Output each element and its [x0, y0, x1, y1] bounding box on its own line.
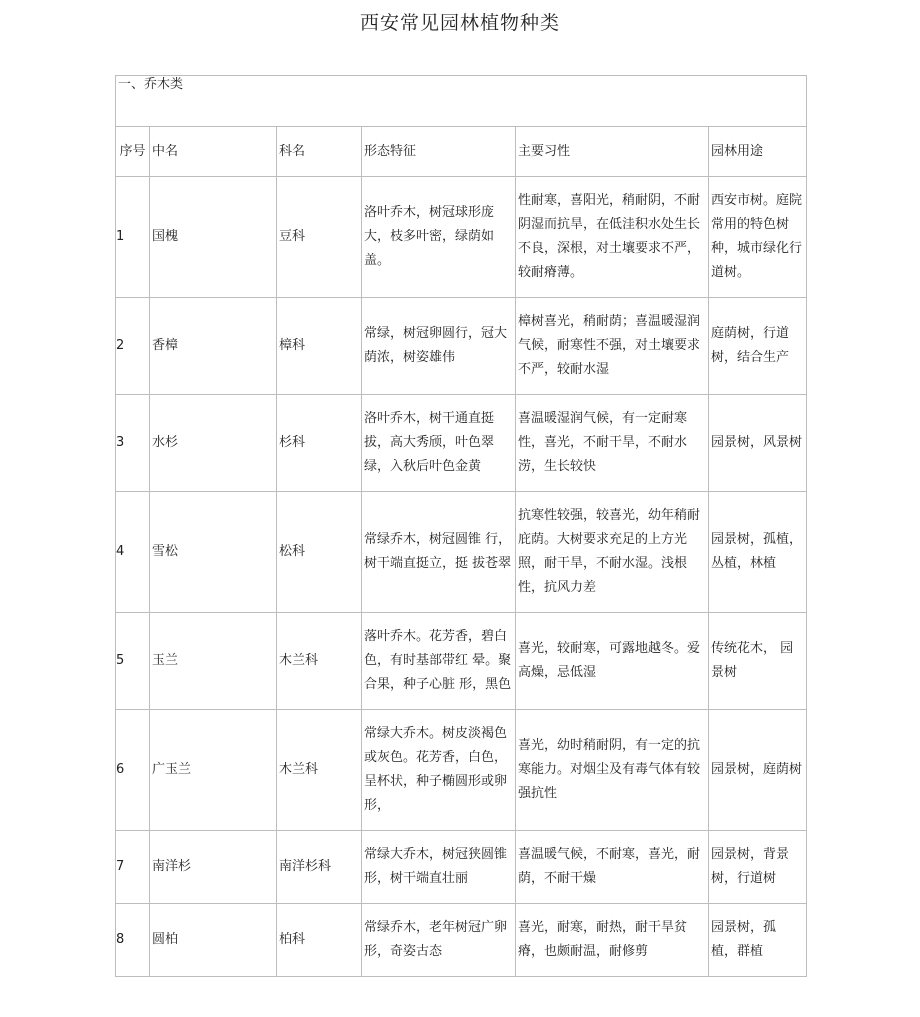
row-habit: 喜温暖湿润气候，有一定耐寒性，喜光，不耐干旱，不耐水涝，生长较快	[516, 395, 709, 492]
row-family: 杉科	[277, 395, 362, 492]
row-family: 木兰科	[277, 613, 362, 710]
row-habit: 樟树喜光，稍耐荫；喜温暖湿润气候，耐寒性不强，对土壤要求不严，较耐水湿	[516, 298, 709, 395]
row-name: 香樟	[150, 298, 277, 395]
row-no: 4	[116, 492, 150, 613]
row-form: 常绿，树冠卵圆行，冠大荫浓，树姿雄伟	[362, 298, 516, 395]
row-use: 园景树，背景树，行道树	[709, 831, 807, 904]
header-no: 序号	[116, 127, 150, 177]
row-family: 豆科	[277, 177, 362, 298]
row-family: 松科	[277, 492, 362, 613]
row-form: 常绿大乔木。树皮淡褐色或灰色。花芳香，白色，呈杯状，种子椭圆形或卵形，	[362, 710, 516, 831]
table-row	[116, 298, 807, 395]
row-use: 园景树，孤 植，群植	[709, 904, 807, 977]
row-form: 落叶乔木。花芳香，碧白色，有时基部带红 晕。聚合果，种子心脏 形，黑色	[362, 613, 516, 710]
row-use: 园景树，庭荫树	[709, 710, 807, 831]
row-no: 5	[116, 613, 150, 710]
row-habit: 性耐寒，喜阳光，稍耐阴，不耐阴湿而抗旱，在低洼积水处生长不良，深根，对土壤要求不严，较耐瘠薄。	[516, 177, 709, 298]
table-row	[116, 177, 807, 298]
row-use: 园景树，风景树	[709, 395, 807, 492]
row-no: 3	[116, 395, 150, 492]
header-family: 科名	[277, 127, 362, 177]
row-habit: 喜光，较耐寒，可露地越冬。爱高燥，忌低湿	[516, 613, 709, 710]
row-habit: 喜光，幼时稍耐阴，有一定的抗寒能力。对烟尘及有毒气体有较强抗性	[516, 710, 709, 831]
table-row	[116, 831, 807, 904]
row-habit: 抗寒性较强，较喜光，幼年稍耐庇荫。大树要求充足的上方光照，耐干旱，不耐水湿。浅根性，抗风力差	[516, 492, 709, 613]
row-no: 6	[116, 710, 150, 831]
plant-table	[115, 75, 807, 977]
row-no: 7	[116, 831, 150, 904]
row-form: 洛叶乔木，树干通直挺拔，高大秀颀，叶色翠绿，入秋后叶色金黄	[362, 395, 516, 492]
section-title: 一、乔木类	[116, 76, 807, 127]
table-row	[116, 492, 807, 613]
header-use: 园林用途	[709, 127, 807, 177]
row-family: 柏科	[277, 904, 362, 977]
row-family: 樟科	[277, 298, 362, 395]
row-name: 圆柏	[150, 904, 277, 977]
row-form: 常绿乔木，树冠圆锥 行，树干端直挺立，挺 拔苍翠	[362, 492, 516, 613]
table-row	[116, 904, 807, 977]
row-no: 2	[116, 298, 150, 395]
row-family: 南洋杉科	[277, 831, 362, 904]
row-no: 8	[116, 904, 150, 977]
row-use: 园景树，孤植，丛植，林植	[709, 492, 807, 613]
row-no: 1	[116, 177, 150, 298]
row-form: 常绿乔木，老年树冠广卵形，奇姿古态	[362, 904, 516, 977]
row-use: 西安市树。庭院常用的特色树种，城市绿化行道树。	[709, 177, 807, 298]
row-name: 水杉	[150, 395, 277, 492]
header-habit: 主要习性	[516, 127, 709, 177]
row-name: 玉兰	[150, 613, 277, 710]
table-row	[116, 613, 807, 710]
row-name: 国槐	[150, 177, 277, 298]
header-form: 形态特征	[362, 127, 516, 177]
header-name: 中名	[150, 127, 277, 177]
table-row	[116, 710, 807, 831]
row-habit: 喜光，耐寒，耐热，耐干旱贫瘠，也颇耐温，耐修剪	[516, 904, 709, 977]
row-name: 雪松	[150, 492, 277, 613]
section-row	[116, 76, 807, 127]
row-use: 传统花木， 园景树	[709, 613, 807, 710]
row-family: 木兰科	[277, 710, 362, 831]
page-title: 西安常见园林植物种类	[359, 12, 560, 34]
row-form: 常绿大乔木，树冠狭圆锥形，树干端直壮丽	[362, 831, 516, 904]
row-habit: 喜温暖气候，不耐寒，喜光，耐荫，不耐干燥	[516, 831, 709, 904]
header-row	[116, 127, 807, 177]
row-use: 庭荫树，行道树，结合生产	[709, 298, 807, 395]
table-row	[116, 395, 807, 492]
row-form: 洛叶乔木，树冠球形庞大，枝多叶密，绿荫如盖。	[362, 177, 516, 298]
row-name: 广玉兰	[150, 710, 277, 831]
row-name: 南洋杉	[150, 831, 277, 904]
